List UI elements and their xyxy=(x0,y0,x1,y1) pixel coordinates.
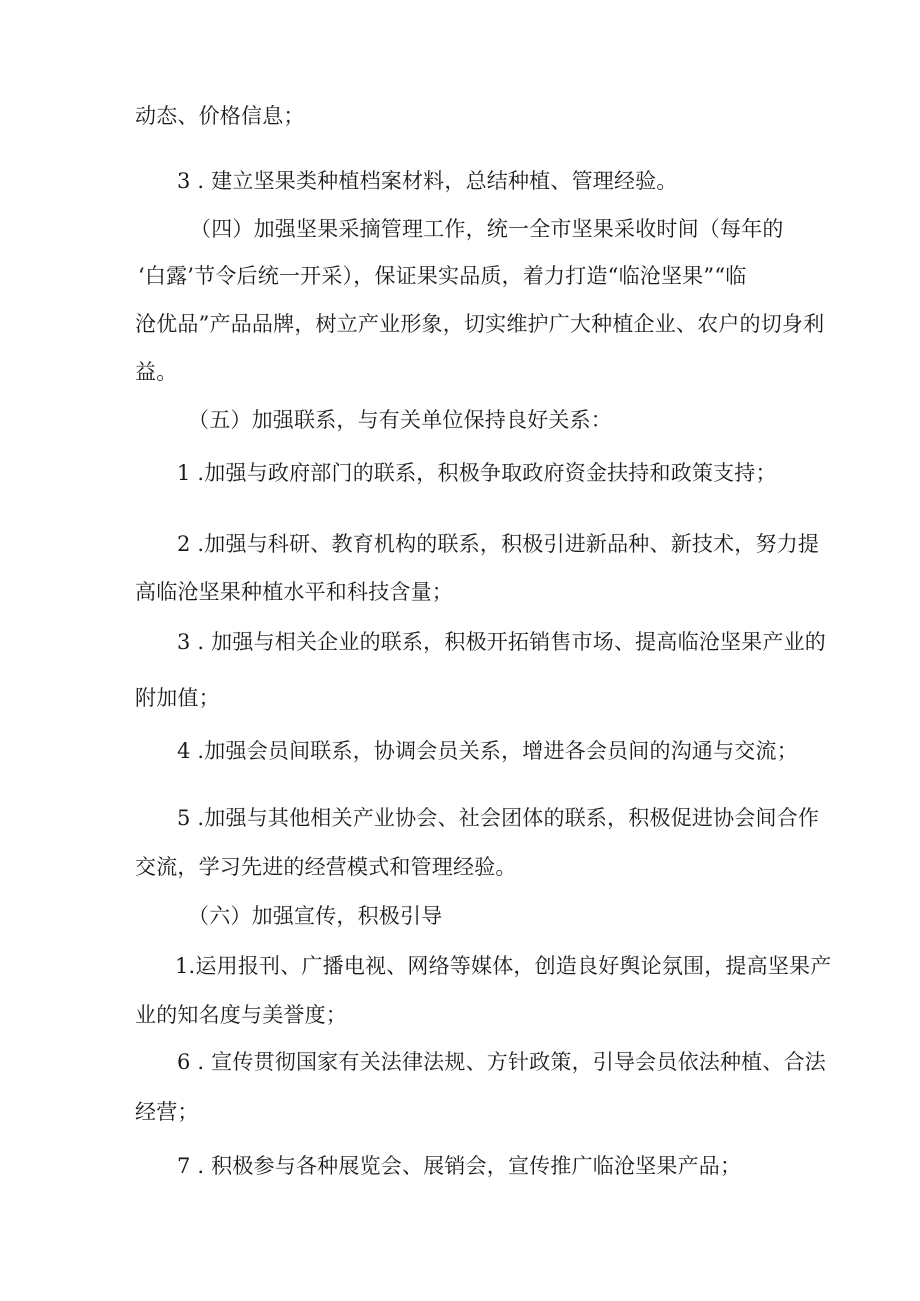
text-line: 3 . 加强与相关企业的联系，积极开拓销售市场、提高临沧坚果产业的 xyxy=(177,630,826,654)
text-line: 业的知名度与美誉度； xyxy=(135,1003,347,1027)
text-line: ‘白露’节令后统一开采），保证果实品质，着力打造“临沧坚果”“临 xyxy=(138,264,747,288)
text-line: 交流，学习先进的经营模式和管理经验。 xyxy=(135,855,517,879)
text-line: 4 .加强会员间联系，协调会员关系，增进各会员间的沟通与交流； xyxy=(177,739,798,763)
text-line: 7 . 积极参与各种展览会、展销会，宣传推广临沧坚果产品； xyxy=(177,1154,742,1178)
text-line: 经营； xyxy=(135,1100,199,1124)
section-heading: （五）加强联系，与有关单位保持良好关系： xyxy=(188,408,612,432)
section-heading: （六）加强宣传，积极引导 xyxy=(188,904,443,928)
text-line: 益。 xyxy=(135,360,178,384)
text-line: 6 . 宣传贯彻国家有关法律法规、方针政策，引导会员依法种植、合法 xyxy=(177,1050,826,1074)
text-line: 沧优品”产品品牌，树立产业形象，切实维护广大种植企业、农户的切身利 xyxy=(135,312,825,336)
text-line: 3 . 建立坚果类种植档案材料，总结种植、管理经验。 xyxy=(177,169,678,193)
text-line: 高临沧坚果种植水平和科技含量； xyxy=(135,580,453,604)
text-line: 动态、价格信息； xyxy=(135,104,305,128)
text-line: 2 .加强与科研、教育机构的联系，积极引进新品种、新技术，努力提 xyxy=(177,532,820,556)
text-line: 附加值； xyxy=(135,686,220,710)
text-line: 5 .加强与其他相关产业协会、社会团体的联系，积极促进协会间合作 xyxy=(177,806,820,830)
text-line: 1.运用报刊、广播电视、网络等媒体，创造良好舆论氛围，提高坚果产 xyxy=(175,954,832,978)
text-line: 1 .加强与政府部门的联系，积极争取政府资金扶持和政策支持； xyxy=(177,461,777,485)
text-line: （四）加强坚果采摘管理工作，统一全市坚果采收时间（每年的 xyxy=(190,217,784,241)
